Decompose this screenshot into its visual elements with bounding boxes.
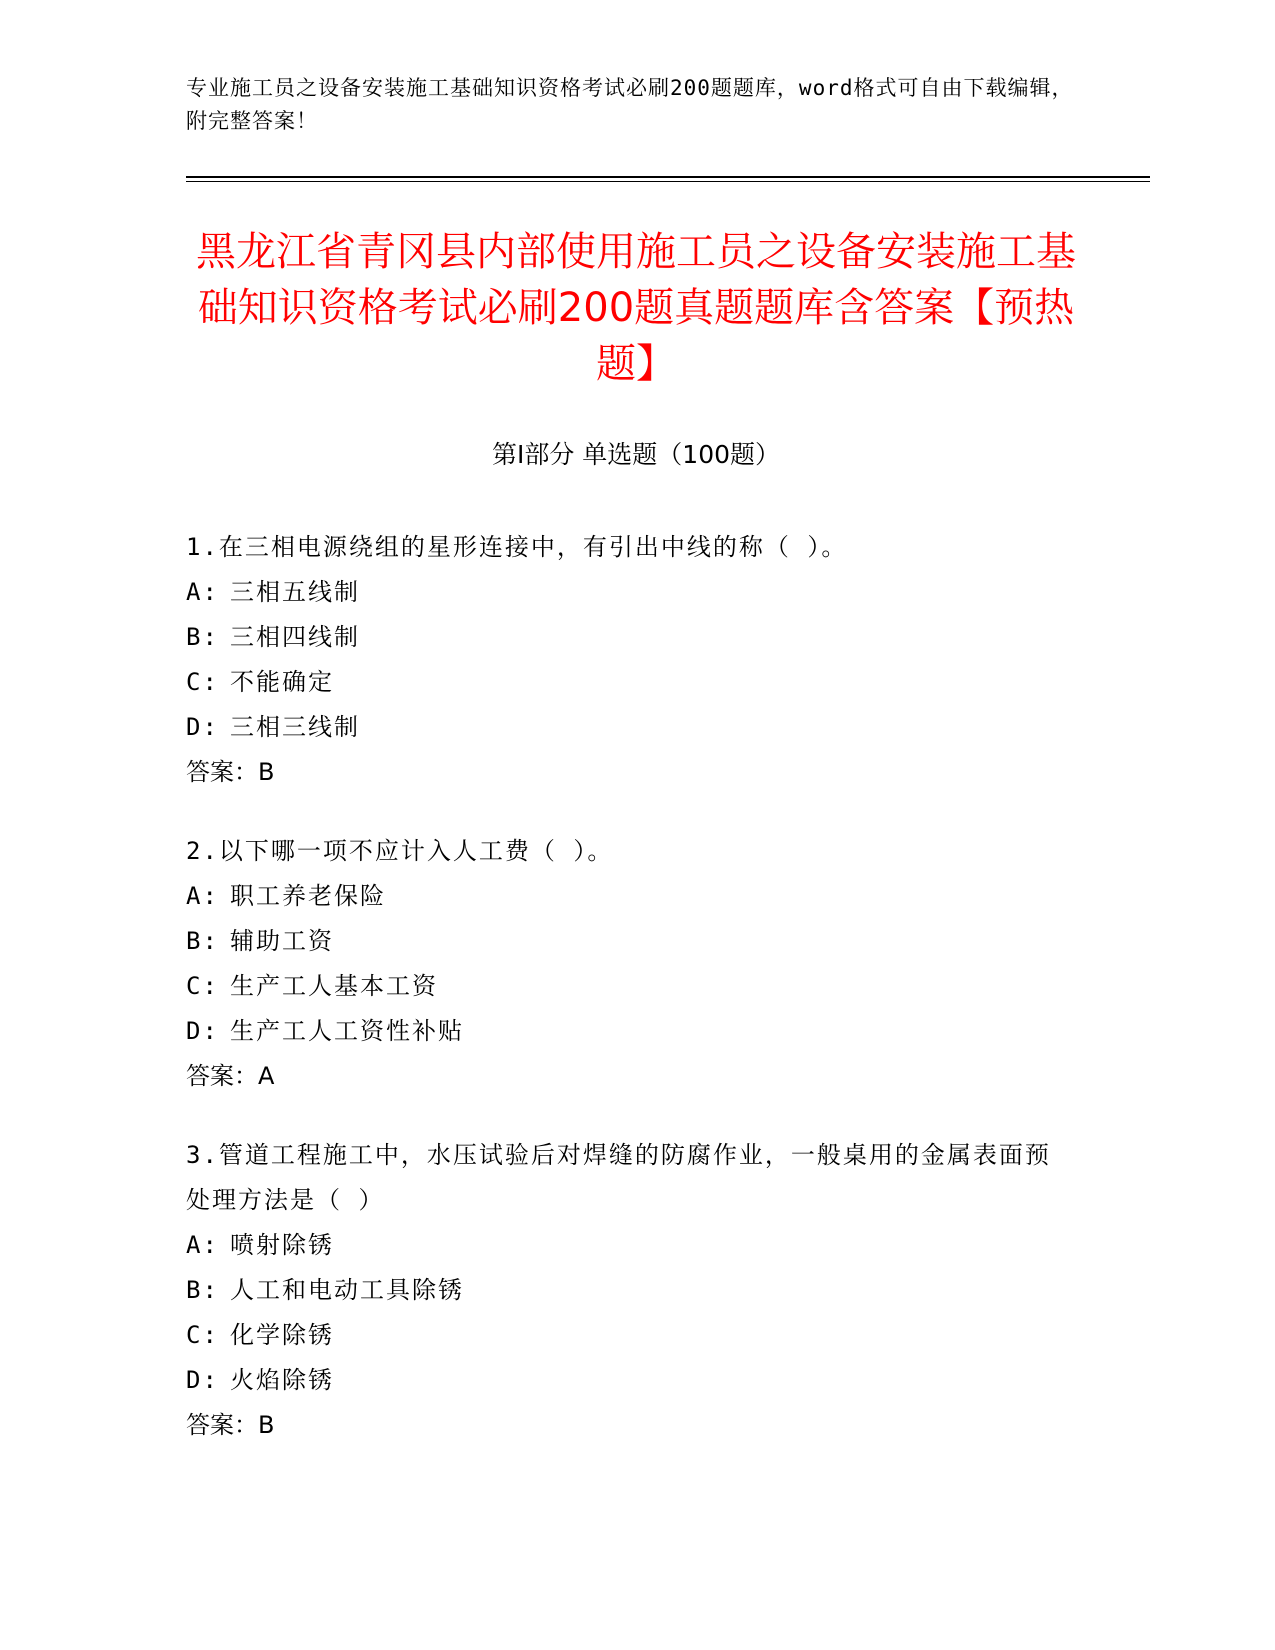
question-list	[186, 525, 1066, 1482]
option-letter: D:	[186, 1366, 219, 1394]
question-1	[186, 525, 1066, 795]
header-note: 专业施工员之设备安装施工基础知识资格考试必刷200题题库，word格式可自由下载编辑，附完整答案！	[186, 76, 1074, 133]
question-stem: 1.在三相电源绕组的星形连接中，有引出中线的称（ ）。	[186, 533, 848, 561]
option-letter: D:	[186, 1017, 219, 1045]
option-text: 生产工人基本工资	[230, 972, 438, 1000]
option-letter: B:	[186, 927, 219, 955]
option-text: 辅助工资	[230, 927, 334, 955]
option-letter: A:	[186, 1231, 219, 1259]
option-d	[186, 1358, 1066, 1403]
option-b	[186, 919, 1066, 964]
header-rule-thick	[186, 176, 1150, 178]
option-text: 三相三线制	[230, 713, 360, 741]
question-stem: 2.以下哪一项不应计入人工费（ ）。	[186, 837, 614, 865]
option-b	[186, 615, 1066, 660]
option-d	[186, 1009, 1066, 1054]
answer-line: 答案：A	[186, 1062, 275, 1090]
header-rule-thin	[186, 181, 1150, 182]
question-2	[186, 829, 1066, 1099]
option-text: 人工和电动工具除锈	[230, 1276, 464, 1304]
question-3	[186, 1133, 1066, 1448]
option-text: 喷射除锈	[230, 1231, 334, 1259]
option-b	[186, 1268, 1066, 1313]
answer-line: 答案：B	[186, 1411, 275, 1439]
option-text: 三相五线制	[230, 578, 360, 606]
option-letter: C:	[186, 668, 219, 696]
section-heading: 第Ⅰ部分 单选题（100题）	[491, 440, 781, 469]
option-letter: C:	[186, 972, 219, 1000]
option-a	[186, 570, 1066, 615]
option-c	[186, 964, 1066, 1009]
option-letter: B:	[186, 1276, 219, 1304]
option-a	[186, 874, 1066, 919]
option-text: 不能确定	[230, 668, 334, 696]
option-text: 火焰除锈	[230, 1366, 334, 1394]
option-text: 职工养老保险	[230, 882, 386, 910]
option-letter: A:	[186, 882, 219, 910]
option-letter: A:	[186, 578, 219, 606]
option-text: 化学除锈	[230, 1321, 334, 1349]
option-d	[186, 705, 1066, 750]
question-stem: 3.管道工程施工中，水压试验后对焊缝的防腐作业，一般桌用的金属表面预处理方法是（ ）	[186, 1141, 1051, 1214]
option-letter: B:	[186, 623, 219, 651]
option-c	[186, 660, 1066, 705]
answer-line: 答案：B	[186, 758, 275, 786]
option-letter: C:	[186, 1321, 219, 1349]
option-a	[186, 1223, 1066, 1268]
option-letter: D:	[186, 713, 219, 741]
option-text: 生产工人工资性补贴	[230, 1017, 464, 1045]
option-text: 三相四线制	[230, 623, 360, 651]
document-title: 黑龙江省青冈县内部使用施工员之设备安装施工基础知识资格考试必刷200题真题题库含答案【预热题】	[196, 229, 1076, 387]
option-c	[186, 1313, 1066, 1358]
